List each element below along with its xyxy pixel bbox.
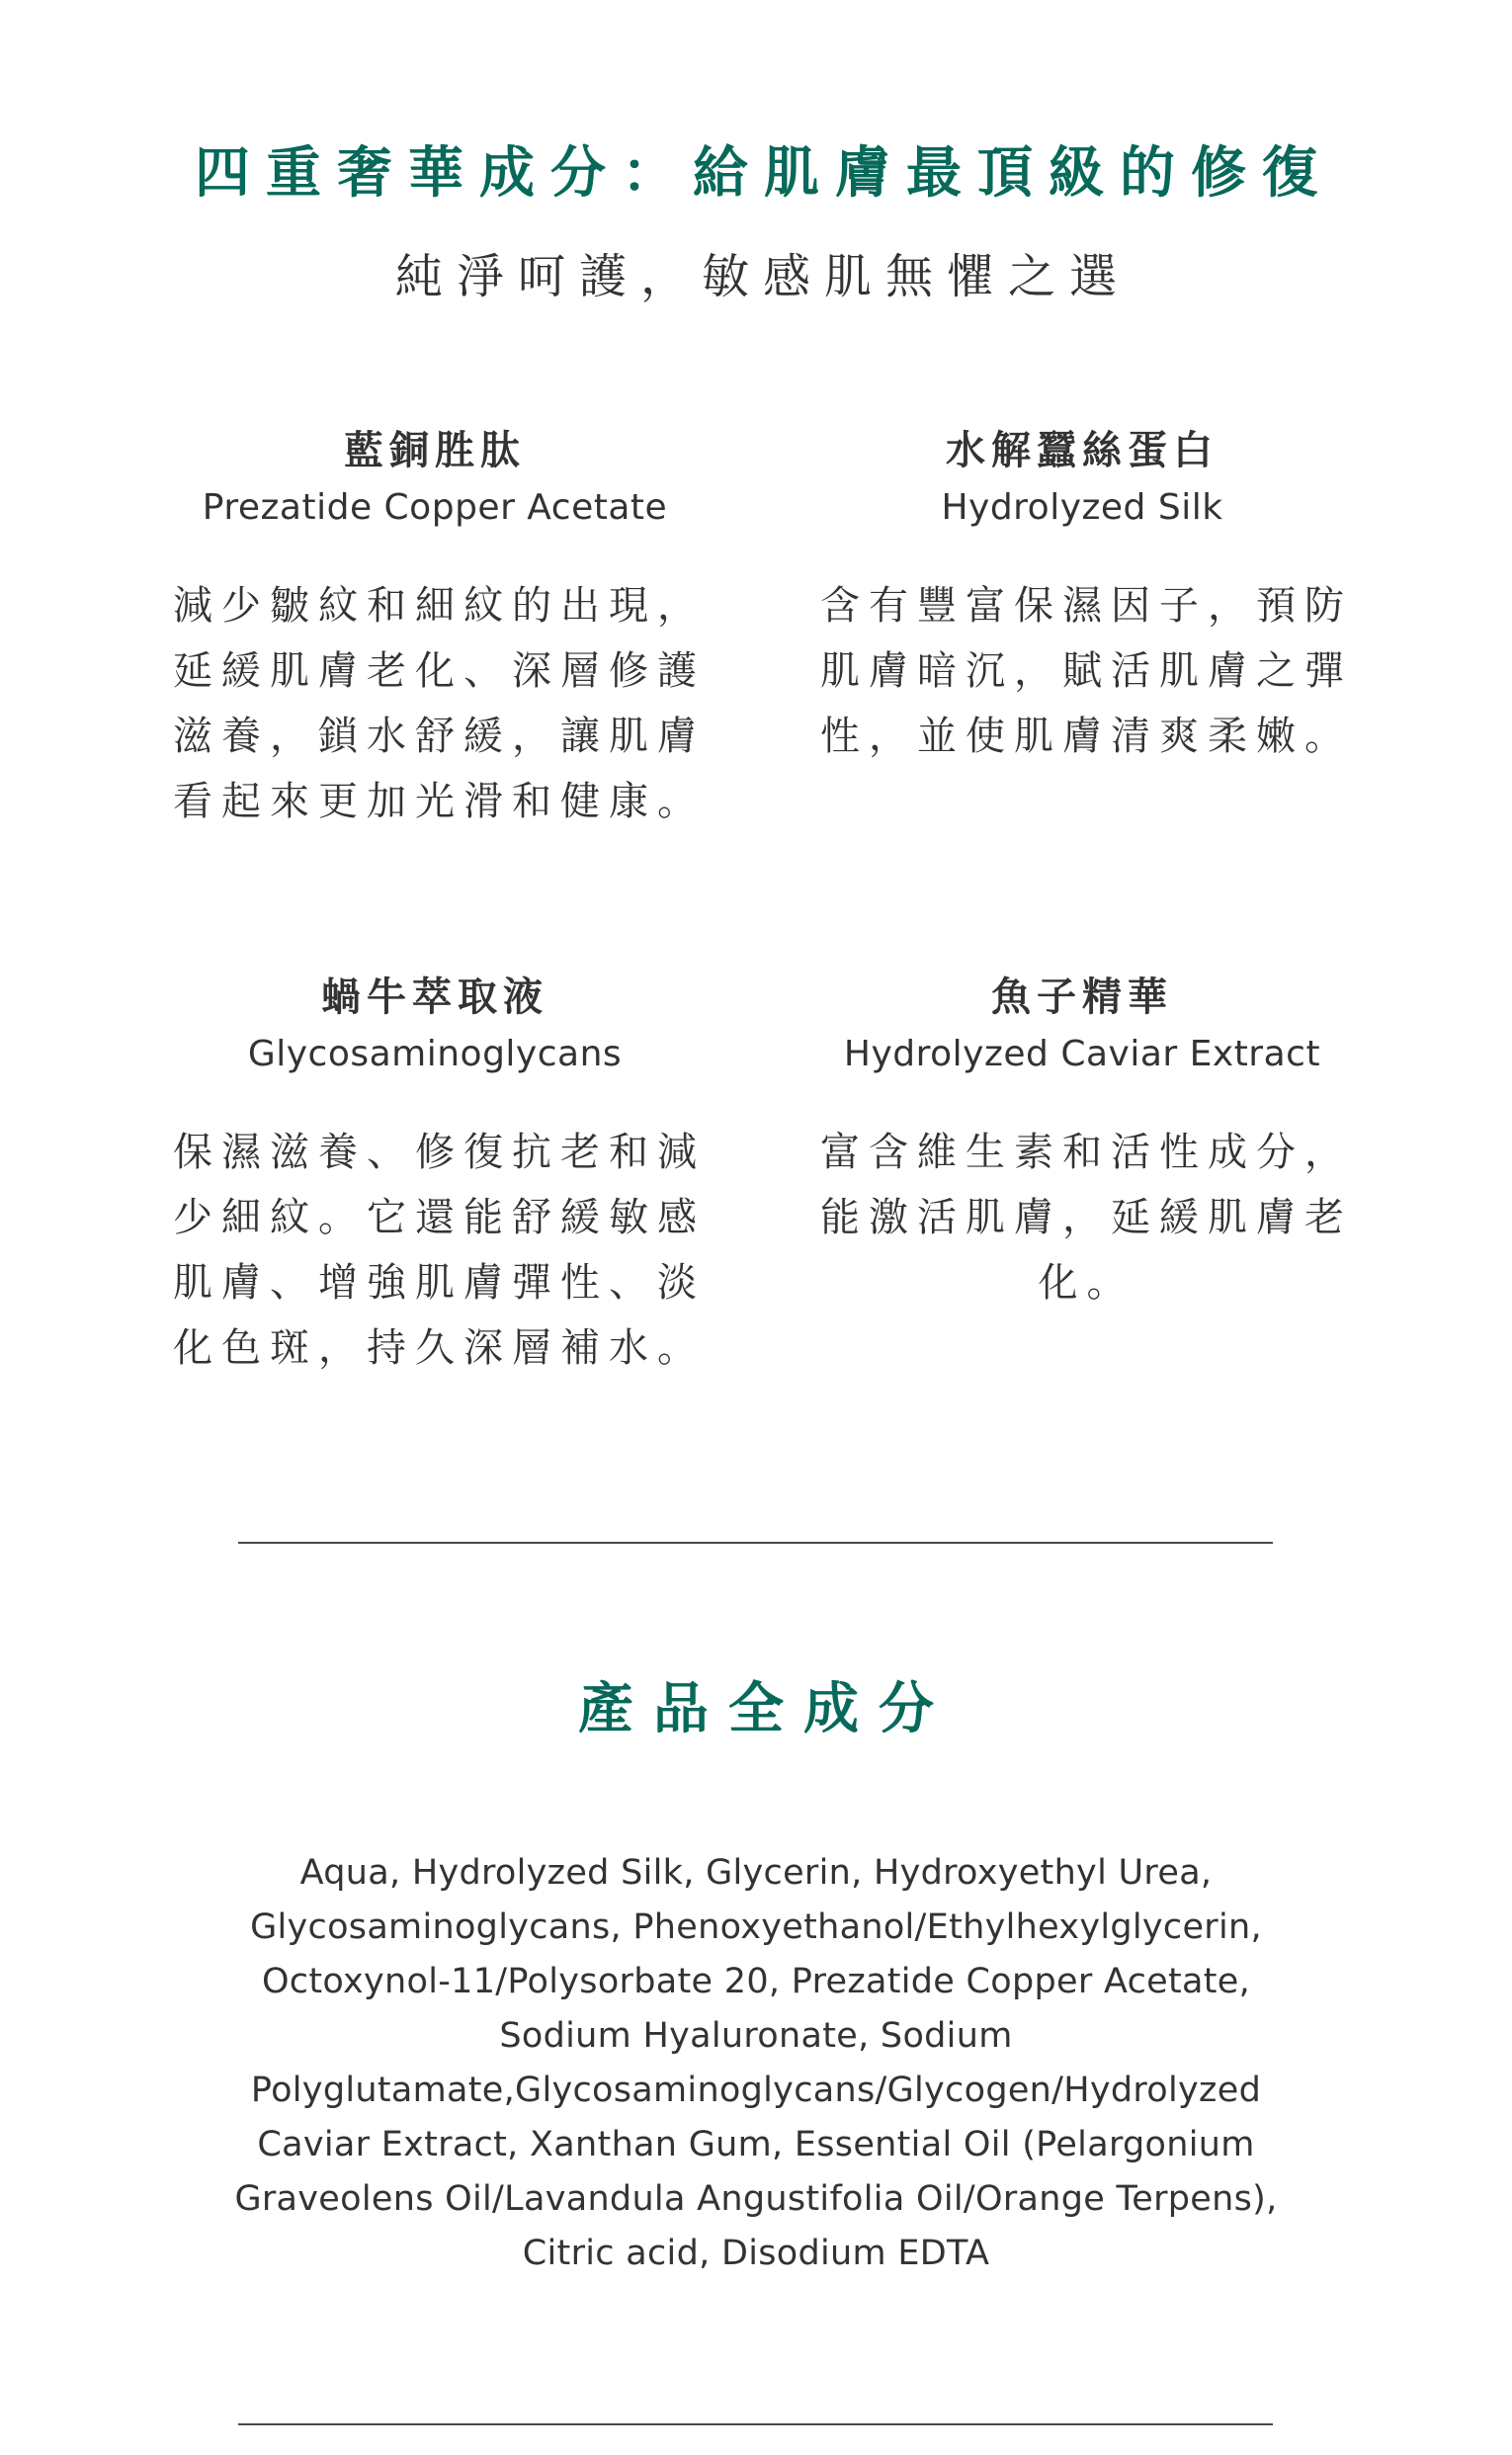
ingredient-card-snail-extract	[158, 972, 712, 1381]
ingredients-line: Caviar Extract, Xanthan Gum, Essential Oil (Pelargonium	[257, 2125, 1255, 2164]
section-divider	[238, 1542, 1273, 1544]
description-line: 保濕滋養、修復抗老和減	[173, 1130, 706, 1175]
section-divider-bottom	[238, 2423, 1273, 2425]
description-line: 性，並使肌膚清爽柔嫩。	[820, 714, 1353, 759]
ingredient-description	[158, 573, 712, 834]
ingredient-name-en: Hydrolyzed Silk	[941, 487, 1223, 528]
ingredient-name-en: Prezatide Copper Acetate	[202, 487, 668, 528]
ingredient-card-copper-peptide	[158, 425, 712, 834]
description-line: 能激活肌膚，延緩肌膚老	[820, 1195, 1353, 1240]
ingredient-name-zh: 藍銅胜肽	[344, 428, 526, 473]
ingredients-line: Graveolens Oil/Lavandula Angustifolia Oil/Orange Terpens),	[234, 2179, 1278, 2219]
full-ingredients-list	[0, 1846, 1512, 2281]
page-title: 四重奢華成分：給肌膚最頂級的修復	[195, 141, 1333, 206]
ingredients-line: Sodium Hyaluronate, Sodium	[499, 2016, 1013, 2056]
ingredient-name-zh: 水解蠶絲蛋白	[946, 428, 1218, 473]
description-line: 化色斑，持久深層補水。	[173, 1325, 706, 1371]
ingredient-name-zh: 魚子精華	[991, 974, 1173, 1020]
description-line: 肌膚暗沉，賦活肌膚之彈	[820, 648, 1353, 694]
description-line: 看起來更加光滑和健康。	[173, 779, 706, 824]
description-line: 含有豐富保濕因子，預防	[820, 583, 1353, 629]
description-line: 減少皺紋和細紋的出現，	[173, 583, 706, 629]
ingredient-description	[158, 1120, 712, 1381]
ingredient-description	[805, 1120, 1359, 1315]
ingredient-card-hydrolyzed-silk	[805, 425, 1359, 769]
description-line: 肌膚、增強肌膚彈性、淡	[173, 1260, 706, 1306]
ingredient-card-caviar-extract	[805, 972, 1359, 1315]
page-subtitle: 純淨呵護，敏感肌無懼之選	[394, 249, 1131, 304]
ingredient-description	[805, 573, 1359, 769]
ingredients-line: Citric acid, Disodium EDTA	[522, 2234, 990, 2273]
description-line: 滋養，鎖水舒緩，讓肌膚	[173, 714, 706, 759]
ingredients-line: Aqua, Hydrolyzed Silk, Glycerin, Hydroxyethyl Urea,	[299, 1853, 1213, 1893]
ingredient-name-en: Glycosaminoglycans	[247, 1034, 623, 1074]
description-line: 化。	[1038, 1260, 1135, 1306]
ingredients-line: Polyglutamate,Glycosaminoglycans/Glycogen/Hydrolyzed	[250, 2071, 1262, 2110]
description-line: 富含維生素和活性成分，	[820, 1130, 1353, 1175]
full-ingredients-title: 產品全成分	[578, 1677, 954, 1741]
ingredients-line: Octoxynol-11/Polysorbate 20, Prezatide Copper Acetate,	[261, 1962, 1251, 2001]
ingredient-name-en: Hydrolyzed Caviar Extract	[843, 1034, 1321, 1074]
description-line: 少細紋。它還能舒緩敏感	[173, 1195, 706, 1240]
ingredient-name-zh: 蝸牛萃取液	[321, 974, 548, 1020]
description-line: 延緩肌膚老化、深層修護	[173, 648, 706, 694]
ingredients-line: Glycosaminoglycans, Phenoxyethanol/Ethylhexylglycerin,	[250, 1907, 1262, 1947]
